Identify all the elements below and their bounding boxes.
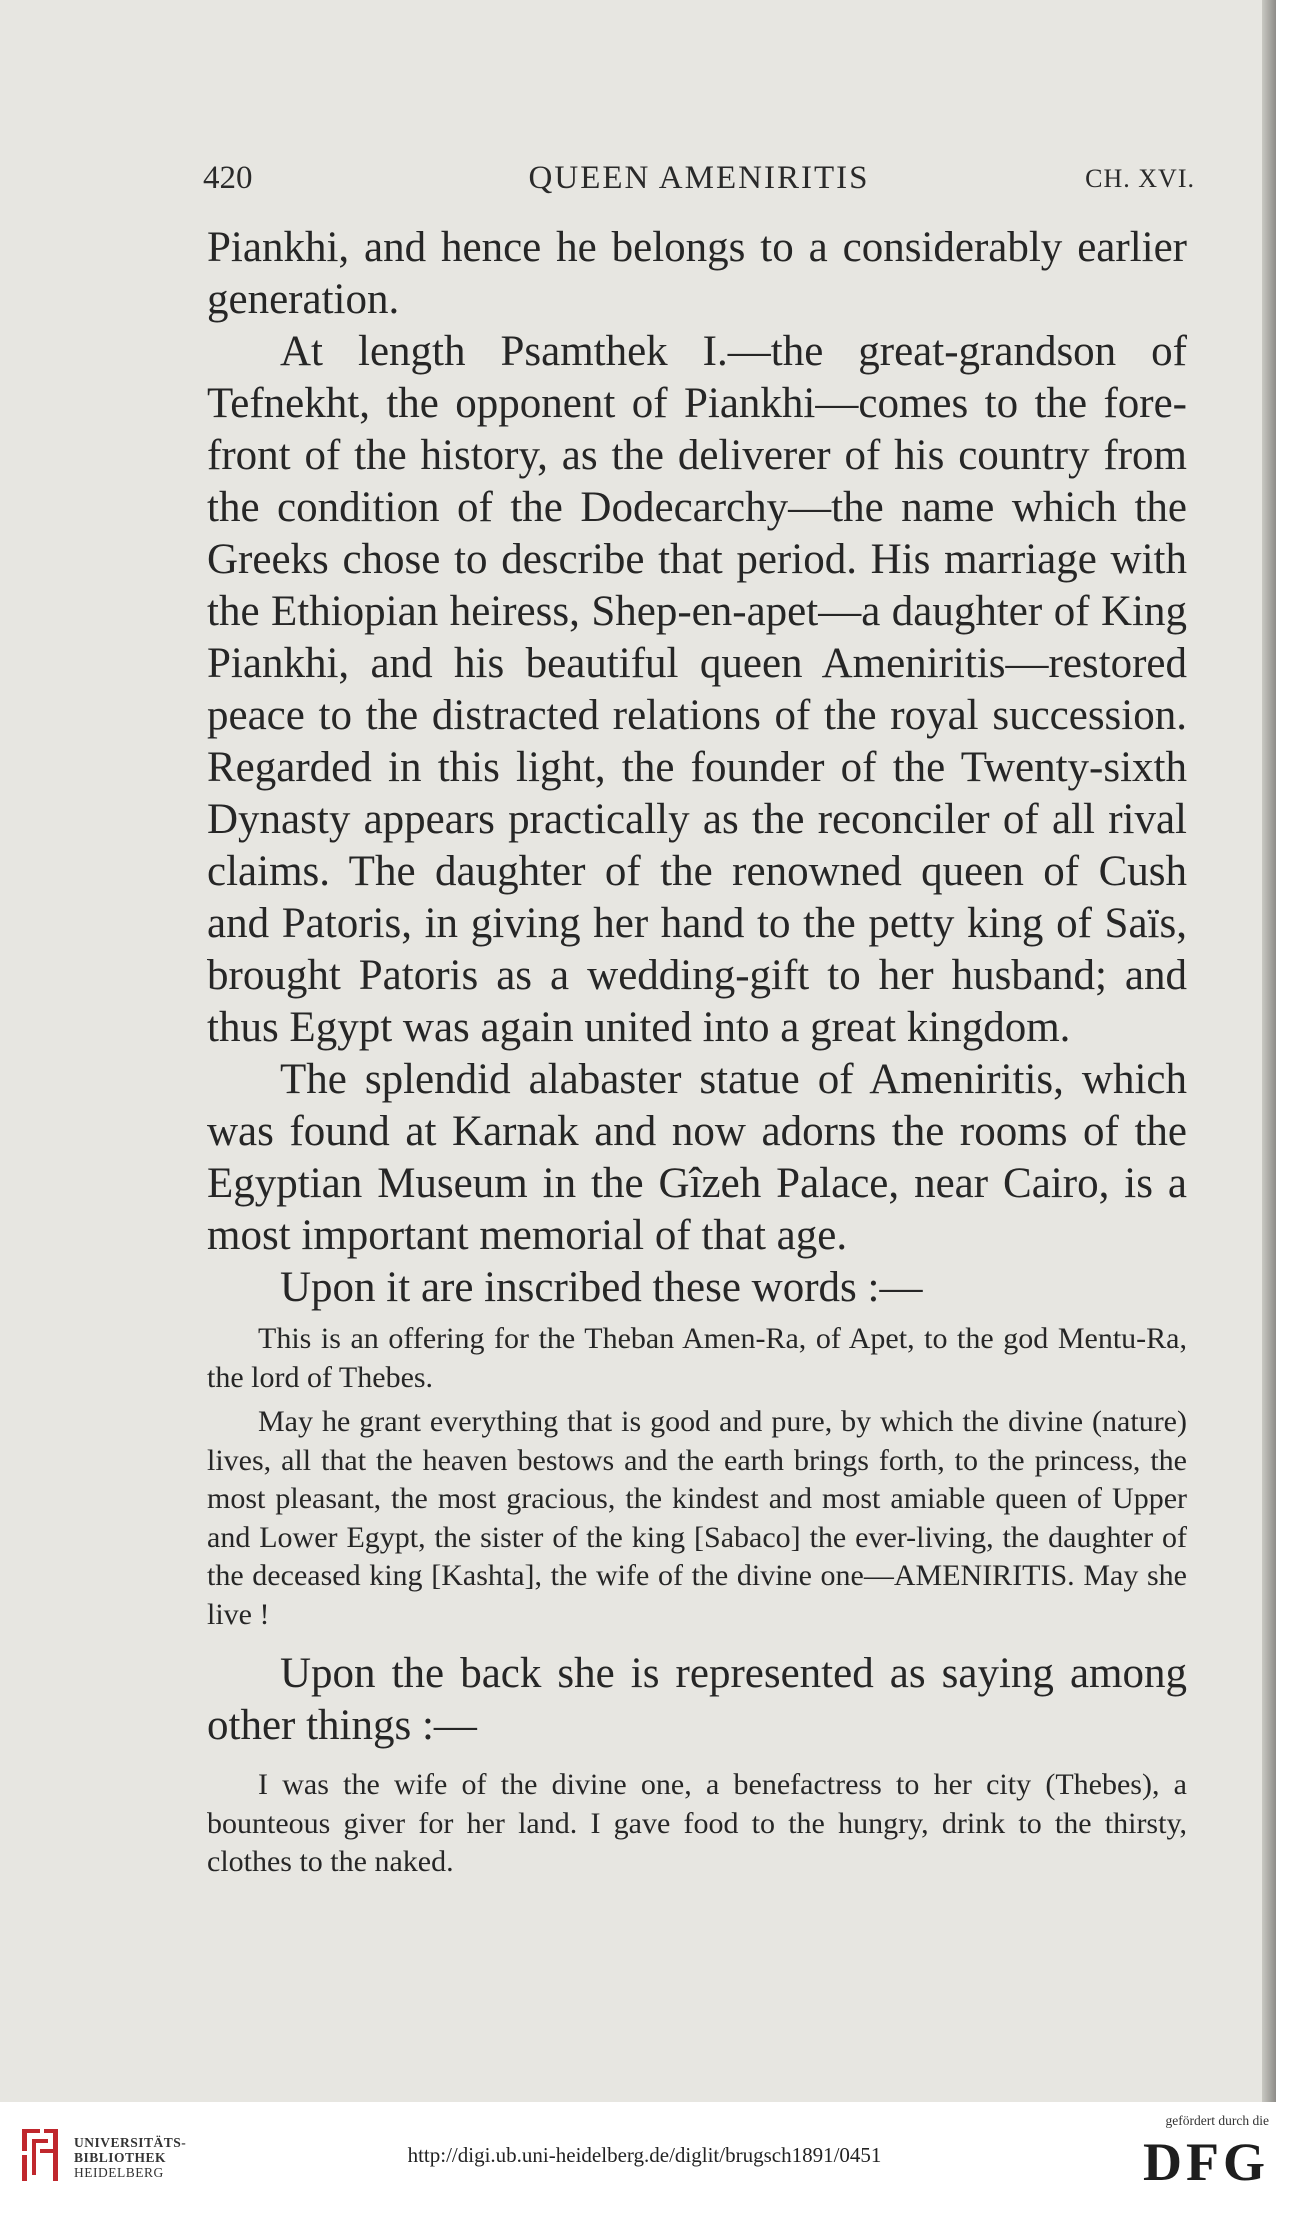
paragraph: The splendid alabaster statue of Ameniritis, which was found at Karnak and now adorns the rooms of the Egyptian Museum in the Gîzeh Palace, near Cairo, is a most important memorial of that age. — [207, 1056, 1187, 1259]
paragraph: At length Psamthek I.—the great-grandson of Tefnekht, the opponent of Piankhi—comes to the fore-front of the history, as the deliverer of his country from the condition of the Dodecarchy—the name which the Greeks chose to describe that period. His marriage with the Ethiopian heiress, Shep-en-apet—a daughter of King Piankhi, and his beautiful queen Ameniritis—restored peace to the distracted relations of the royal succession. Regarded in this light, the founder of the Twenty-sixth Dynasty appears practically as the reconciler of all rival claims. The daughter of the renowned queen of Cush and Patoris, in giving her hand to the petty king of Saïs, brought Patoris as a wedding-gift to her husband; and thus Egypt was again united into a great kingdom. — [207, 328, 1187, 1051]
quote-paragraph: I was the wife of the divine one, a benefactress to her city (Thebes), a bounteous giver for her land. I gave food to the hungry, drink to the thirsty, clothes to the naked. — [207, 1768, 1187, 1878]
source-url-link[interactable]: http://digi.ub.uni-heidelberg.de/diglit/brugsch1891/0451 — [407, 2143, 882, 2167]
running-title: QUEEN AMENIRITIS — [528, 160, 870, 196]
inscription-paragraph: May he grant everything that is good and pure, by which the divine (nature) lives, all that the heaven bestows and the earth brings forth, to the princess, the most pleasant, the most gracious, the kindest and most amiable queen of Upper and Lower Egypt, the sister of the king [Sabaco] the ever-living, the daughter of the deceased king [Kashta], the wife of the divine one—AMENIRITIS. May she live ! — [207, 1405, 1187, 1631]
dfg-logo: DFG — [1143, 2132, 1269, 2192]
funding-credit — [1143, 2113, 1269, 2191]
paragraph: Upon it are inscribed these words :— — [280, 1264, 923, 1311]
page-body — [207, 222, 1187, 1882]
page-number: 420 — [203, 160, 253, 196]
funding-label: gefördert durch die — [1165, 2113, 1269, 2128]
library-name-line: BIBLIOTHEK — [74, 2150, 167, 2165]
library-name-line: UNIVERSITÄTS- — [74, 2135, 187, 2150]
paragraph: Upon the back she is represented as saying among other things :— — [207, 1650, 1187, 1749]
library-name-line: HEIDELBERG — [74, 2165, 164, 2180]
running-header — [203, 160, 1195, 206]
chapter-label: CH. XVI. — [1085, 164, 1195, 193]
paragraph: Piankhi, and hence he belongs to a considerably earlier generation. — [207, 224, 1187, 323]
inscription-paragraph: This is an offering for the Theban Amen-Ra, of Apet, to the god Mentu-Ra, the lord of Thebes. — [207, 1322, 1187, 1394]
